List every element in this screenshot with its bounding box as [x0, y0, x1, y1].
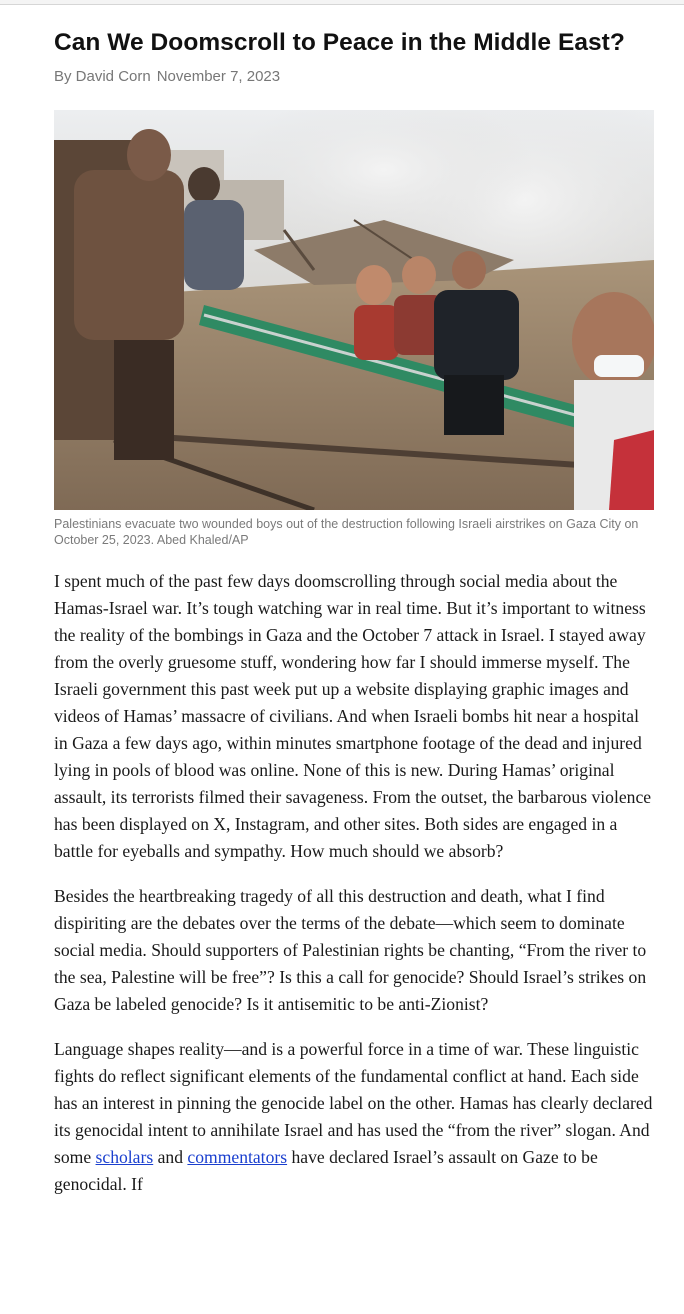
author-name[interactable]: By David Corn	[54, 68, 151, 85]
article-body	[54, 568, 656, 1198]
paragraph-3-text-c: have declared Israel’s assault on Gaze to be genocidal. If	[54, 1147, 598, 1194]
paragraph-1: I spent much of the past few days doomscrolling through social media about the Hamas-Israel war. It’s tough watching war in real time. But it’s important to witness the reality of the bombings in Gaza and the October 7 attack in Israel. I stayed away from the overly gruesome stuff, wondering how far I should immerse myself. The Israeli government this past week put up a website displaying graphic images and videos of Hamas’ massacre of civilians. And when Israeli bombs hit near a hospital in Gaza a few days ago, within minutes smartphone footage of the dead and injured lying in pools of blood was online. None of this is new. During Hamas’ original assault, its terrorists filmed their savageness. From the outset, the barbarous violence has been displayed on X, Instagram, and other sites. Both sides are engaged in a battle for eyeballs and sympathy. How much should we absorb?	[54, 571, 652, 861]
article-title: Can We Doomscroll to Peace in the Middle East?	[54, 29, 625, 56]
paragraph-3-text-a: Language shapes reality—and is a powerful force in a time of war. These linguistic fights do reflect significant elements of the fundamental conflict at hand. Each side has an interest in pinning the genocide label on the other. Hamas has clearly declared its genocidal intent to annihilate Israel and has used the “from the river” slogan. And some	[54, 1039, 653, 1167]
commentators-link[interactable]: commentators	[187, 1147, 288, 1167]
lead-photo	[54, 110, 654, 510]
scholars-link[interactable]: scholars	[95, 1147, 154, 1167]
byline	[54, 68, 656, 86]
paragraph-3	[54, 1036, 656, 1198]
paragraph-3-text-b: and	[153, 1147, 188, 1167]
article	[54, 28, 656, 1216]
paragraph-2: Besides the heartbreaking tragedy of all this destruction and death, what I find dispiriting are the debates over the terms of the debate—which seem to dominate social media. Should supporters of Palestinian rights be chanting, “From the river to the sea, Palestine will be free”? Is this a call for genocide? Should Israel’s strikes on Gaza be labeled genocide? Is it antisemitic to be anti-Zionist?	[54, 886, 647, 1014]
publish-date: November 7, 2023	[156, 68, 281, 85]
lead-photo-illustration	[54, 110, 654, 510]
top-border	[0, 0, 684, 5]
photo-caption: Palestinians evacuate two wounded boys out of the destruction following Israeli airstrikes on Gaza City on October 25, 2023. Abed Khaled/AP	[54, 517, 639, 547]
